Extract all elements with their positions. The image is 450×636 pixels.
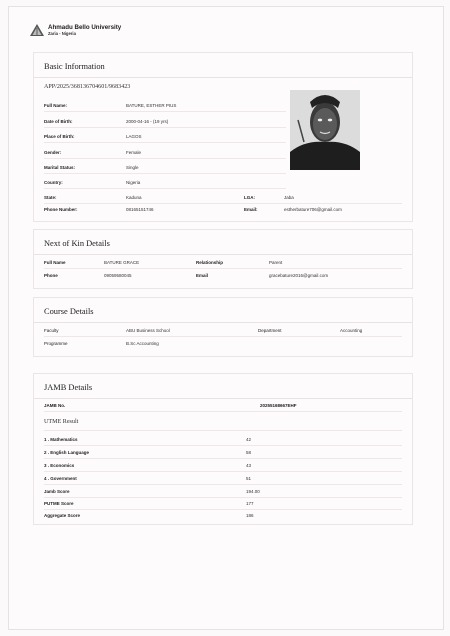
divider	[44, 509, 402, 510]
kin-phone-label: Phone	[44, 273, 58, 278]
applicant-photo	[290, 90, 360, 170]
gender-label: Gender:	[44, 150, 62, 155]
aggregate-score-value: 186	[246, 513, 254, 518]
department-label: Department	[258, 328, 282, 333]
country-label: Country:	[44, 180, 63, 185]
divider	[44, 411, 402, 412]
divider	[44, 127, 286, 128]
phone-value: 08165151746	[126, 207, 154, 212]
marital-status-label: Marital Status:	[44, 165, 76, 170]
kin-email-label: Email	[196, 273, 209, 278]
kin-name-label: Full Name	[44, 260, 66, 265]
faculty-value: ABU Business School	[126, 328, 170, 333]
lga-value: Jaba	[284, 195, 294, 200]
subject-score: 58	[246, 450, 252, 455]
divider	[44, 430, 402, 431]
kin-name-value: BATURE GRACE	[104, 260, 140, 265]
aggregate-score-label: Aggregate Score	[44, 513, 81, 518]
divider	[44, 158, 286, 159]
course-details-section	[33, 297, 413, 357]
full-name-value: BATURE, ESTHER PIUS	[126, 103, 177, 108]
subject-score: 43	[246, 463, 252, 468]
divider	[44, 484, 402, 485]
divider	[34, 77, 412, 78]
divider	[44, 188, 286, 189]
kin-email-value: gracebature2016@gmail.com	[269, 273, 329, 278]
divider	[34, 322, 412, 323]
state-label: State:	[44, 195, 57, 200]
kin-relationship-label: Relationship	[196, 260, 224, 265]
basic-info-title: Basic Information	[44, 62, 105, 71]
faculty-label: Faculty	[44, 328, 59, 333]
subject-name: 2 . English Language	[44, 450, 90, 455]
pob-label: Place of Birth:	[44, 134, 75, 139]
application-number: APP/2025/368136704601/9683423	[44, 84, 131, 90]
jamb-details-section	[33, 373, 413, 525]
divider	[44, 203, 402, 204]
applicant-photo-image	[290, 90, 360, 170]
state-value: Kaduna	[126, 195, 142, 200]
basic-information-section	[33, 52, 413, 222]
jamb-score-value: 194.00	[246, 489, 260, 494]
jamb-no-label: JAMB No.	[44, 403, 66, 408]
gender-value: Female	[126, 150, 142, 155]
kin-phone-value: 09059580045	[104, 273, 132, 278]
subject-score: 42	[246, 437, 252, 442]
marital-status-value: Single	[126, 165, 139, 170]
email-value: estherbature706@gmail.com	[284, 207, 342, 212]
university-logo-icon	[30, 24, 44, 36]
university-name: Ahmadu Bello University	[48, 24, 122, 31]
department-value: Accounting	[340, 328, 363, 333]
programme-value: B.Sc Accounting	[126, 341, 159, 346]
divider	[34, 398, 412, 399]
country-value: Nigeria	[126, 180, 141, 185]
lga-label: LGA:	[244, 195, 255, 200]
divider	[44, 497, 402, 498]
divider	[44, 173, 286, 174]
pob-value: LAGOS	[126, 134, 142, 139]
utme-result-label: UTME Result	[44, 419, 79, 425]
divider	[44, 111, 286, 112]
kin-relationship-value: Parent	[269, 260, 283, 265]
divider	[44, 142, 286, 143]
subject-name: 1 . Mathematics	[44, 437, 78, 442]
university-header	[30, 24, 121, 36]
university-location: Zaria - Nigeria	[48, 31, 76, 36]
jamb-score-label: Jamb Score	[44, 489, 70, 494]
dob-value: 2000-04-16 - (19 yrs)	[126, 119, 169, 124]
putme-score-value: 177	[246, 501, 254, 506]
divider	[44, 445, 402, 446]
divider	[34, 254, 412, 255]
dob-label: Date of Birth:	[44, 119, 73, 124]
divider	[44, 336, 402, 337]
next-of-kin-section	[33, 229, 413, 289]
subject-score: 51	[246, 476, 252, 481]
email-label: Email:	[244, 207, 258, 212]
full-name-label: Full Name:	[44, 103, 68, 108]
phone-label: Phone Number:	[44, 207, 78, 212]
putme-score-label: PUTME Score	[44, 501, 74, 506]
course-title: Course Details	[44, 307, 94, 316]
jamb-no-value: 20255168667EHF	[260, 403, 297, 408]
divider	[44, 268, 402, 269]
divider	[44, 471, 402, 472]
jamb-title: JAMB Details	[44, 383, 93, 392]
subject-name: 3 . Economics	[44, 463, 75, 468]
programme-label: Programme	[44, 341, 68, 346]
subject-name: 4 . Government	[44, 476, 77, 481]
kin-title: Next of Kin Details	[44, 239, 110, 248]
divider	[44, 458, 402, 459]
